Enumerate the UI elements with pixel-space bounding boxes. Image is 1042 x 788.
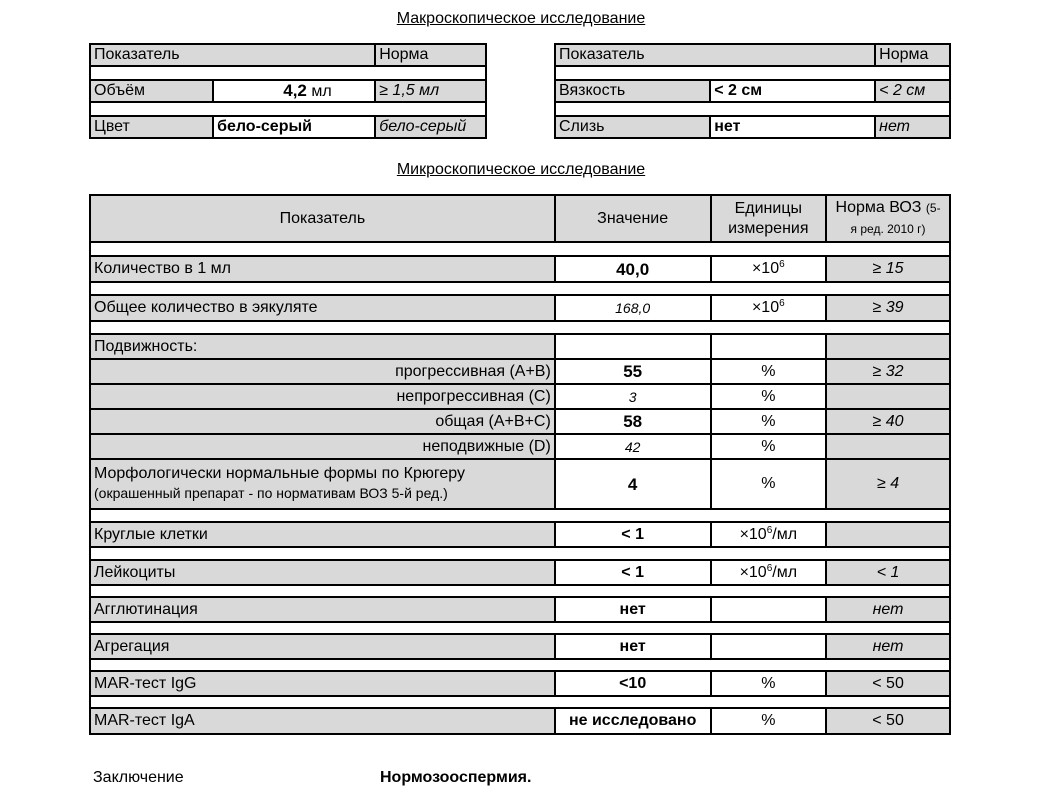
viscosity-label: Вязкость <box>555 80 710 102</box>
mucus-norm: нет <box>875 116 950 138</box>
morph-label-1: Морфологически нормальные формы по Крюгеру <box>94 465 465 482</box>
micro-header-units <box>711 195 827 242</box>
round-unit-base: ×10 <box>739 525 767 543</box>
nonprog-value: 3 <box>555 384 711 409</box>
round-unit-tail: /мл <box>772 525 798 543</box>
count-norm: ≥ 15 <box>826 256 950 282</box>
total-norm: ≥ 39 <box>826 295 950 321</box>
morph-label-2: (окрашенный препарат - по нормативам ВОЗ 5-й ред.) <box>94 485 448 501</box>
micro-header-units-1: Единицы <box>734 199 802 217</box>
macro-right-header-param: Показатель <box>555 44 875 66</box>
nonprog-label: непрогрессивная (C) <box>90 384 555 409</box>
total-value: 168,0 <box>555 295 711 321</box>
prog-unit: % <box>711 359 827 384</box>
table-row <box>90 434 950 459</box>
immotile-value: 42 <box>555 434 711 459</box>
morph-value: 4 <box>555 459 711 509</box>
mar-igg-norm: < 50 <box>826 671 950 696</box>
prog-label: прогрессивная (A+B) <box>90 359 555 384</box>
micro-title: Микроскопическое исследование <box>396 161 646 178</box>
total-mot-norm: ≥ 40 <box>826 409 950 434</box>
agglut-value: нет <box>555 597 711 622</box>
leuko-unit <box>711 560 827 585</box>
aggreg-label: Агрегация <box>90 634 555 659</box>
immotile-label: неподвижные (D) <box>90 434 555 459</box>
count-unit-exp: 6 <box>779 259 785 270</box>
micro-header-norm-2: я ред. 2010 г) <box>850 221 926 236</box>
table-row <box>90 295 950 321</box>
round-value: < 1 <box>555 522 711 547</box>
mar-igg-unit: % <box>711 671 827 696</box>
viscosity-norm: < 2 см <box>875 80 950 102</box>
table-row <box>90 334 950 359</box>
total-mot-value: 58 <box>555 409 711 434</box>
agglut-unit <box>711 597 827 622</box>
round-norm <box>826 522 950 547</box>
table-row <box>90 256 950 282</box>
aggreg-value: нет <box>555 634 711 659</box>
immotile-norm <box>826 434 950 459</box>
micro-table <box>89 194 951 735</box>
macro-left-header-norm: Норма <box>375 44 486 66</box>
table-row <box>90 409 950 434</box>
macro-right-table <box>554 43 951 139</box>
total-unit-exp: 6 <box>779 298 785 309</box>
morph-unit: % <box>711 459 827 509</box>
round-label: Круглые клетки <box>90 522 555 547</box>
micro-header-norm-1-small: (5- <box>925 200 941 215</box>
conclusion-value: Нормозооспермия. <box>380 769 532 786</box>
micro-header-units-2: измерения <box>728 219 809 237</box>
table-row <box>90 634 950 659</box>
morph-norm: ≥ 4 <box>826 459 950 509</box>
mucus-value: нет <box>710 116 875 138</box>
mar-igg-value: <10 <box>555 671 711 696</box>
count-label: Количество в 1 мл <box>90 256 555 282</box>
nonprog-norm <box>826 384 950 409</box>
mar-iga-value: не исследовано <box>555 708 711 734</box>
leuko-unit-exp: 6 <box>766 562 773 574</box>
micro-header-norm <box>826 195 950 242</box>
nonprog-unit: % <box>711 384 827 409</box>
total-unit <box>711 295 827 321</box>
leuko-label: Лейкоциты <box>90 560 555 585</box>
round-unit <box>711 522 827 547</box>
agglut-label: Агглютинация <box>90 597 555 622</box>
round-unit-exp: 6 <box>766 524 773 536</box>
table-row <box>90 560 950 585</box>
table-row <box>90 522 950 547</box>
macro-left-header-param: Показатель <box>90 44 375 66</box>
count-unit <box>711 256 827 282</box>
total-label: Общее количество в эякуляте <box>90 295 555 321</box>
prog-norm: ≥ 32 <box>826 359 950 384</box>
leuko-value: < 1 <box>555 560 711 585</box>
mar-igg-label: MAR-тест IgG <box>90 671 555 696</box>
volume-value <box>213 80 375 102</box>
color-value: бело-серый <box>213 116 375 138</box>
viscosity-value: < 2 см <box>710 80 875 102</box>
motility-label: Подвижность: <box>90 334 555 359</box>
micro-header-value: Значение <box>555 195 711 242</box>
table-row <box>90 597 950 622</box>
count-value: 40,0 <box>555 256 711 282</box>
table-row <box>90 384 950 409</box>
morph-label <box>90 459 555 509</box>
table-row <box>90 708 950 734</box>
volume-label: Объём <box>90 80 213 102</box>
table-row <box>90 671 950 696</box>
micro-header-param: Показатель <box>90 195 555 242</box>
color-norm: бело-серый <box>375 116 486 138</box>
macro-title: Макроскопическое исследование <box>396 10 646 27</box>
table-row <box>90 359 950 384</box>
volume-number: 4,2 <box>283 81 307 100</box>
color-label: Цвет <box>90 116 213 138</box>
volume-unit: мл <box>311 83 332 100</box>
aggreg-norm: нет <box>826 634 950 659</box>
count-unit-base: ×10 <box>751 260 780 277</box>
total-unit-base: ×10 <box>751 299 780 316</box>
leuko-unit-tail: /мл <box>772 563 798 581</box>
total-mot-label: общая (A+B+C) <box>90 409 555 434</box>
aggreg-unit <box>711 634 827 659</box>
mucus-label: Слизь <box>555 116 710 138</box>
leuko-norm: < 1 <box>826 560 950 585</box>
mar-iga-label: MAR-тест IgA <box>90 708 555 734</box>
prog-value: 55 <box>555 359 711 384</box>
volume-norm: ≥ 1,5 мл <box>375 80 486 102</box>
macro-right-header-norm: Норма <box>875 44 950 66</box>
micro-header-norm-1: Норма ВОЗ <box>835 198 922 216</box>
leuko-unit-base: ×10 <box>739 563 767 581</box>
mar-iga-norm: < 50 <box>826 708 950 734</box>
immotile-unit: % <box>711 434 827 459</box>
table-row <box>90 459 950 509</box>
macro-left-table <box>89 43 487 139</box>
conclusion-label: Заключение <box>93 769 184 786</box>
total-mot-unit: % <box>711 409 827 434</box>
agglut-norm: нет <box>826 597 950 622</box>
mar-iga-unit: % <box>711 708 827 734</box>
